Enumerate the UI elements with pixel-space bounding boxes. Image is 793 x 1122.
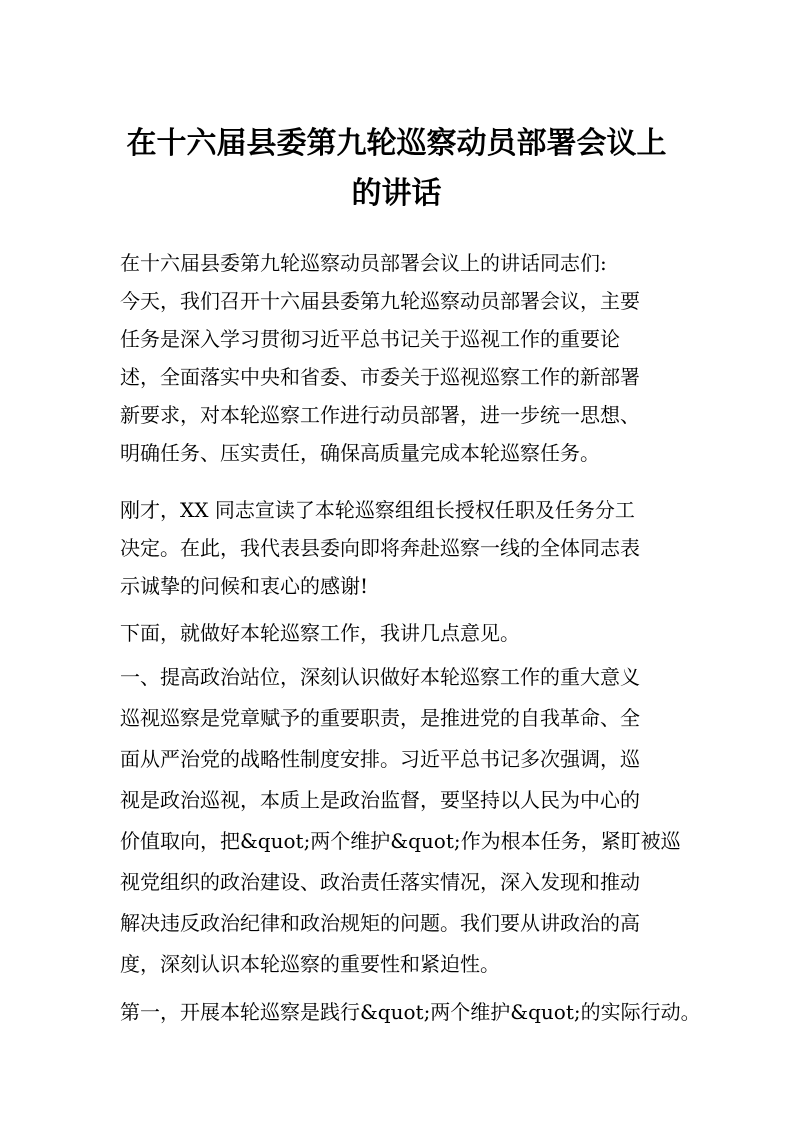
- body-line: 今天，我们召开十六届县委第九轮巡察动员部署会议，主要: [120, 289, 640, 313]
- body-line: 新要求，对本轮巡察工作进行动员部署，进一步统一思想、: [120, 403, 640, 427]
- body-line: 任务是深入学习贯彻习近平总书记关于巡视工作的重要论: [120, 327, 620, 351]
- body-line: 巡视巡察是党章赋予的重要职责，是推进党的自我革命、全: [120, 706, 640, 730]
- body-line: 视是政治巡视，本质上是政治监督，要坚持以人民为中心的: [120, 788, 640, 812]
- body-line: 面从严治党的战略性制度安排。习近平总书记多次强调，巡: [120, 747, 640, 771]
- body-line: 决定。在此，我代表县委向即将奔赴巡察一线的全体同志表: [120, 536, 640, 560]
- document-title-line-2: 的讲话: [351, 176, 442, 211]
- body-line: 刚才，XX 同志宣读了本轮巡察组组长授权任职及任务分工: [120, 498, 635, 522]
- body-line: 解决违反政治纪律和政治规矩的问题。我们要从讲政治的高: [120, 911, 640, 935]
- body-line: 第一，开展本轮巡察是践行&quot;两个维护&quot;的实际行动。: [120, 1000, 701, 1024]
- body-line: 视党组织的政治建设、政治责任落实情况，深入发现和推动: [120, 870, 640, 894]
- body-line: 述，全面落实中央和省委、市委关于巡视巡察工作的新部署: [120, 365, 640, 389]
- body-line: 明确任务、压实责任，确保高质量完成本轮巡察任务。: [120, 441, 600, 465]
- body-line: 下面，就做好本轮巡察工作，我讲几点意见。: [120, 621, 520, 645]
- body-line: 示诚挚的问候和衷心的感谢!: [120, 574, 369, 598]
- body-line: 度，深刻认识本轮巡察的重要性和紧迫性。: [120, 952, 500, 976]
- body-line: 一、提高政治站位，深刻认识做好本轮巡察工作的重大意义: [120, 665, 640, 689]
- document-title-line-1: 在十六届县委第九轮巡察动员部署会议上: [126, 126, 667, 161]
- body-line: 在十六届县委第九轮巡察动员部署会议上的讲话同志们:: [120, 251, 607, 275]
- body-line: 价值取向，把&quot;两个维护&quot;作为根本任务，紧盯被巡: [120, 829, 681, 853]
